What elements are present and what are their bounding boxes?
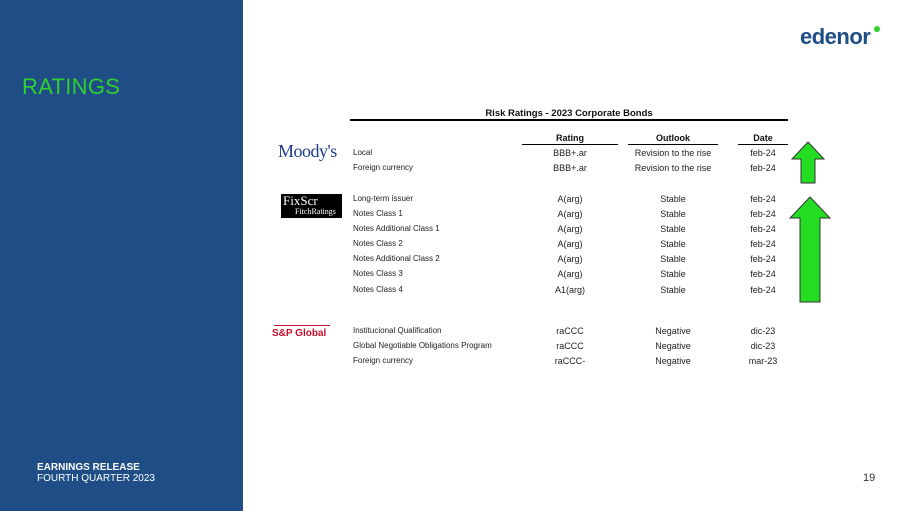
fixscr-logo	[281, 194, 342, 218]
sp-global-logo: S&P Global	[272, 328, 327, 339]
row-outlook: Stable	[660, 285, 686, 295]
row-outlook: Stable	[660, 224, 686, 234]
row-label: Notes Class 1	[353, 209, 403, 218]
row-date: mar-23	[748, 356, 778, 366]
fixscr-logo-line1: FixScr	[283, 193, 318, 208]
row-label: Notes Class 2	[353, 239, 403, 248]
release-line-1: EARNINGS RELEASE	[37, 462, 140, 473]
row-label: Notes Additional Class 1	[353, 224, 440, 233]
row-label: Notes Class 4	[353, 285, 403, 294]
row-date: feb-24	[750, 209, 776, 219]
title-divider	[350, 119, 788, 121]
row-outlook: Stable	[660, 254, 686, 264]
row-rating: BBB+.ar	[553, 163, 587, 173]
up-arrow-icon	[791, 141, 825, 184]
row-label: Foreign currency	[353, 356, 414, 365]
row-date: feb-24	[750, 239, 776, 249]
row-rating: A(arg)	[557, 209, 583, 219]
row-label: Notes Additional Class 2	[353, 254, 440, 263]
row-outlook: Stable	[660, 209, 686, 219]
row-rating: A(arg)	[557, 239, 583, 249]
earnings-release-label	[37, 462, 155, 485]
section-title: RATINGS	[22, 74, 121, 99]
header-date: Date	[738, 133, 788, 145]
row-rating: A(arg)	[557, 254, 583, 264]
row-outlook: Negative	[655, 326, 691, 336]
row-outlook: Negative	[655, 356, 691, 366]
row-rating: A(arg)	[557, 194, 583, 204]
fixscr-logo-line2: FitchRatings	[295, 207, 336, 216]
row-label: Foreign currency	[353, 163, 414, 172]
up-arrow-icon	[789, 196, 831, 303]
row-label: Local	[353, 148, 373, 157]
row-date: feb-24	[750, 163, 776, 173]
sidebar	[0, 0, 243, 511]
row-label: Institucional Qualification	[353, 326, 442, 335]
page-number: 19	[863, 472, 876, 484]
row-rating: A1(arg)	[554, 285, 585, 295]
row-date: feb-24	[750, 194, 776, 204]
header-rating: Rating	[522, 133, 618, 145]
row-label: Notes Class 3	[353, 269, 403, 278]
row-rating: A(arg)	[557, 269, 583, 279]
row-date: dic-23	[750, 341, 776, 351]
row-rating: A(arg)	[557, 224, 583, 234]
moodys-logo: Moody's	[278, 141, 337, 161]
row-rating: raCCC	[556, 326, 584, 336]
header-outlook: Outlook	[628, 133, 718, 145]
row-outlook: Stable	[660, 239, 686, 249]
row-date: feb-24	[750, 254, 776, 264]
row-date: dic-23	[750, 326, 776, 336]
row-rating: BBB+.ar	[553, 148, 587, 158]
row-date: feb-24	[750, 285, 776, 295]
row-outlook: Stable	[660, 194, 686, 204]
release-line-2: FOURTH QUARTER 2023	[37, 473, 155, 484]
row-outlook: Stable	[660, 269, 686, 279]
row-rating: raCCC	[556, 341, 584, 351]
row-label: Global Negotiable Obligations Program	[353, 341, 492, 350]
table-title: Risk Ratings - 2023 Corporate Bonds	[485, 108, 653, 119]
row-outlook: Revision to the rise	[634, 148, 712, 158]
row-date: feb-24	[750, 269, 776, 279]
row-date: feb-24	[750, 224, 776, 234]
row-outlook: Revision to the rise	[634, 163, 712, 173]
row-outlook: Negative	[655, 341, 691, 351]
row-rating: raCCC-	[554, 356, 586, 366]
row-label: Long-term issuer	[353, 194, 414, 203]
row-date: feb-24	[750, 148, 776, 158]
sp-logo-rule	[274, 325, 330, 326]
edenor-logo: edenor	[800, 24, 871, 49]
logo-dot-icon	[874, 26, 880, 32]
